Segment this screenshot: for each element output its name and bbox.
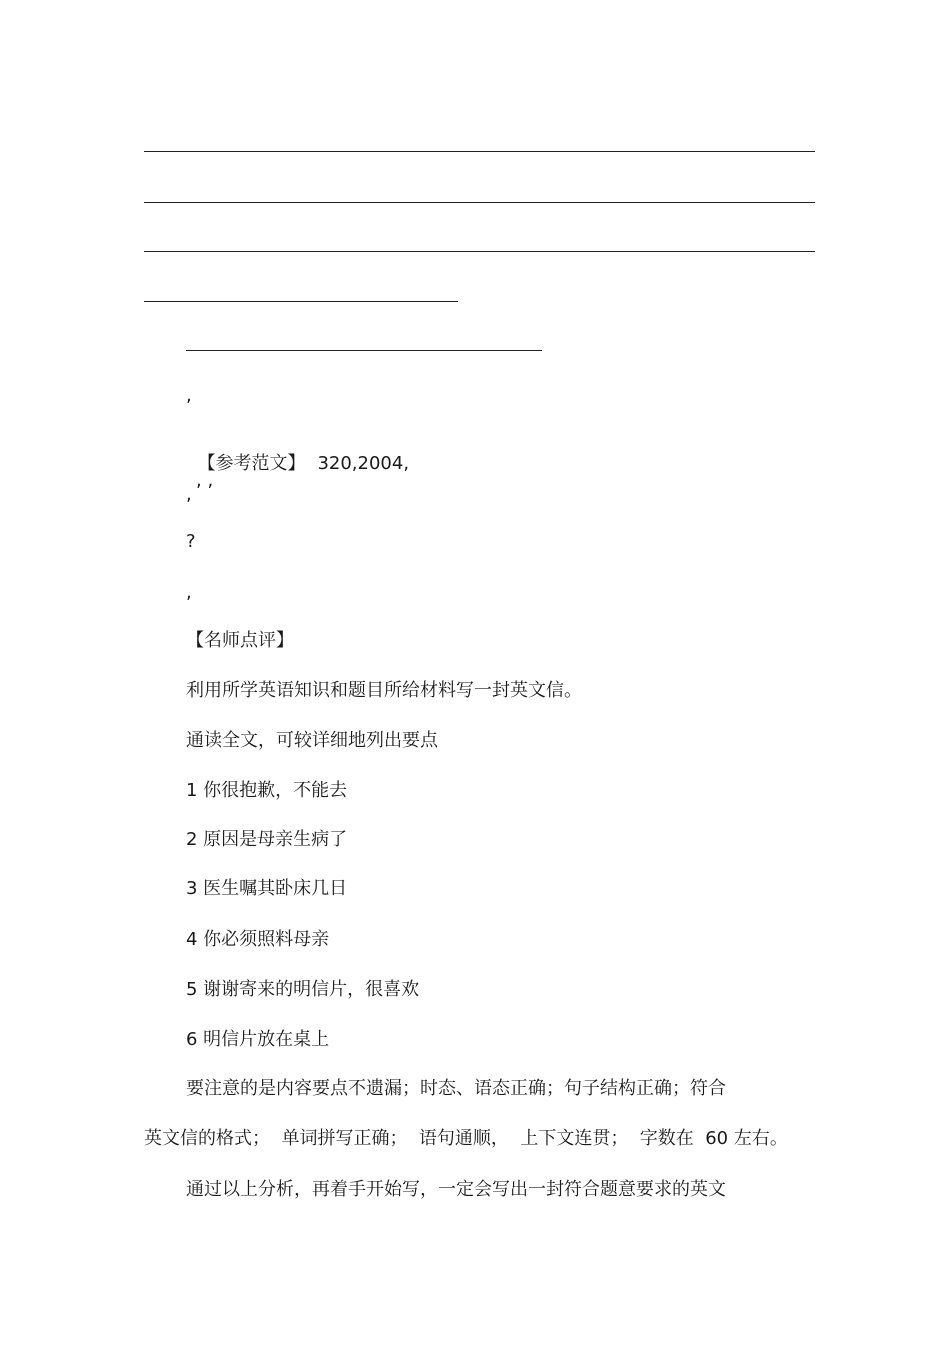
reference-numbers: 320,2004, (317, 453, 410, 474)
point-item: 1 你很抱歉，不能去 (186, 780, 348, 801)
conclusion-text: 通过以上分析，再着手开始写，一定会写出一封符合题意要求的英文 (186, 1179, 726, 1200)
commentary-heading: 【名师点评】 (186, 630, 294, 651)
reference-line (186, 431, 409, 475)
punctuation-question-mark: ? (186, 531, 196, 552)
intro-text: 利用所学英语知识和题目所给材料写一封英文信。 (186, 680, 582, 701)
note-text-line-2: 英文信的格式； 单词拼写正确； 语句通顺， 上下文连贯； 字数在 60 左右。 (144, 1128, 788, 1149)
answer-line-3 (144, 251, 815, 252)
punctuation-comma: , (186, 582, 192, 603)
point-item: 4 你必须照料母亲 (186, 929, 330, 950)
point-item: 6 明信片放在桌上 (186, 1029, 330, 1050)
answer-line-1 (144, 151, 815, 152)
punctuation-comma: , (186, 385, 192, 406)
answer-line-2 (144, 202, 815, 203)
point-item: 3 医生嘱其卧床几日 (186, 878, 348, 899)
punctuation-comma: , (186, 484, 192, 505)
note-text-line-1: 要注意的是内容要点不遗漏；时态、语态正确；句子结构正确；符合 (186, 1078, 726, 1099)
point-item: 2 原因是母亲生病了 (186, 829, 348, 850)
punctuation-commas: , , (196, 470, 214, 491)
point-item: 5 谢谢寄来的明信片，很喜欢 (186, 979, 420, 1000)
reference-heading: 【参考范文】 (197, 453, 306, 474)
read-through-text: 通读全文，可较详细地列出要点 (186, 730, 438, 751)
answer-line-5 (186, 350, 542, 351)
answer-line-4 (144, 301, 458, 302)
